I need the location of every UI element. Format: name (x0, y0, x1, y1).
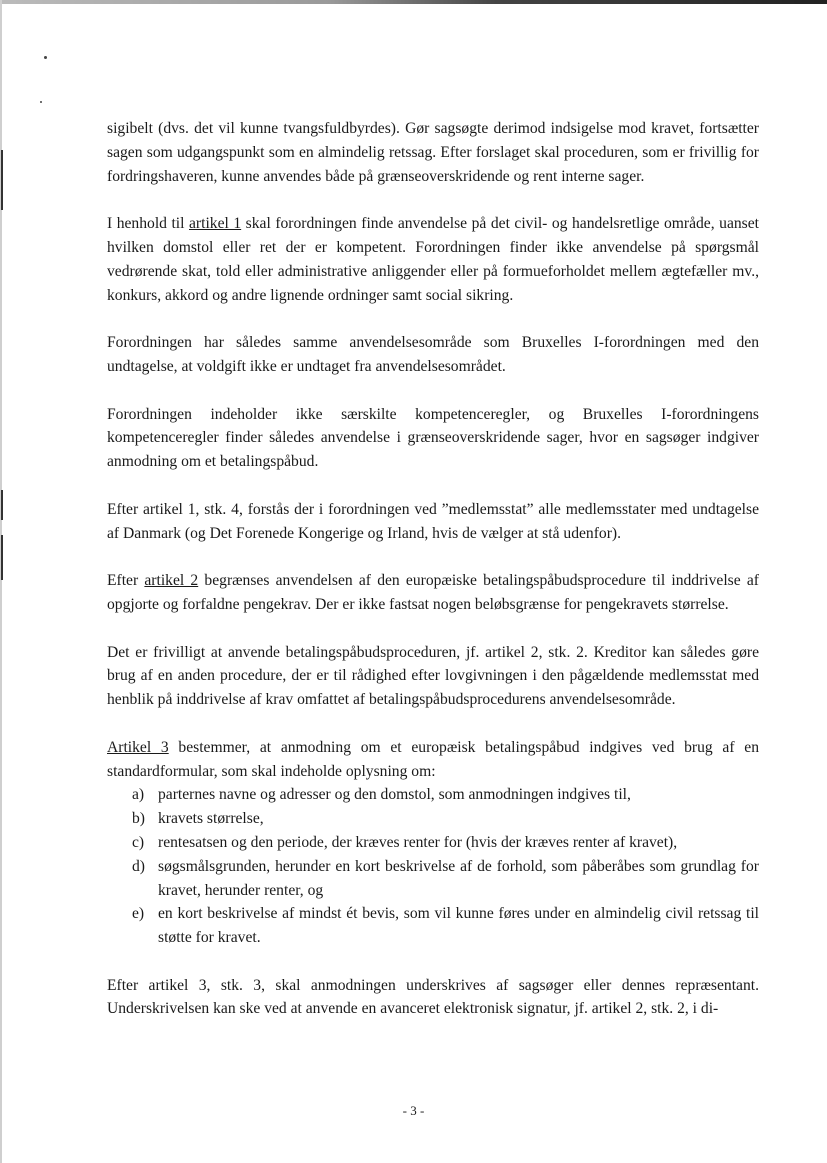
scan-margin-mark (1, 490, 3, 520)
paragraph-text: I henhold til (107, 215, 189, 233)
scan-margin-mark (1, 150, 3, 210)
list-marker: a) (132, 786, 145, 804)
page-body (107, 117, 759, 1021)
list-marker: e) (132, 905, 145, 923)
paragraph (107, 117, 759, 188)
list-marker: b) (132, 810, 145, 828)
paragraph-list (107, 117, 759, 783)
paragraph (107, 331, 759, 379)
paragraph-text: sigibelt (dvs. det vil kunne tvangsfuldbyrdes). Gør sagsøgte derimod indsigelse mod kravet, fortsætter sagen som udgangspunkt som en almindelig retssag. Efter forslaget skal proceduren, som er frivillig for fordringshaveren, kunne anvendes både på grænseoverskridende og rent interne sager. (107, 120, 759, 185)
paragraph-text: begrænses anvendelsen af den europæiske betalingspåbudsprocedure til inddrivelse af opgjorte og forfaldne pengekrav. Der er ikke fastsat nogen beløbsgrænse for pengekravets størrelse. (107, 572, 759, 613)
final-paragraph: Efter artikel 3, stk. 3, skal anmodningen underskrives af sagsøger eller dennes repræsentant. Underskrivelsen kan ske ved at anvende en avanceret elektronisk signatur, jf. artikel 2, stk. 2, i di- (107, 976, 759, 1018)
paragraph (107, 641, 759, 712)
paragraph (107, 403, 759, 474)
paragraph (107, 498, 759, 546)
list-item (107, 783, 759, 807)
paragraph-text: Forordningen har således samme anvendelsesområde som Bruxelles I-forordningen med den undtagelse, at voldgift ikke er undtaget fra anvendelsesområdet. (107, 334, 759, 375)
list-item-text: rentesatsen og den periode, der kræves renter for (hvis der kræves renter af kravet), (158, 833, 678, 851)
list-item-text: kravets størrelse, (158, 810, 264, 828)
paragraph-text: skal forordningen finde anvendelse på det civil- og handelsretlige område, uanset hvilken domstol eller ret der er kompetent. Forordningen finder ikke anvendelse på spørgsmål vedrørende skat, told eller administrative anliggender eller på formueforholdet mellem ægtefæller mv., konkurs, akkord og andre lignende ordninger samt social sikring. (107, 215, 759, 304)
list-item (107, 855, 759, 903)
paragraph (107, 736, 759, 784)
list-item (107, 807, 759, 831)
paragraph-text: Forordningen indeholder ikke særskilte kompetenceregler, og Bruxelles I-forordningens kompetenceregler finder således anvendelse i grænseoverskridende sager, hvor en sagsøger indgiver anmodning om et betalingspåbud. (107, 405, 759, 471)
list-item-text: søgsmålsgrunden, herunder en kort beskrivelse af de forhold, som påberåbes som grundlag for kravet, herunder renter, og (158, 857, 759, 899)
paragraph-text: bestemmer, at anmodning om et europæisk betalingspåbud indgives ved brug af en standardformular, som skal indeholde oplysning om: (107, 738, 759, 780)
list-marker: d) (132, 857, 145, 875)
article-reference: artikel 2 (144, 572, 199, 590)
article-reference: Artikel 3 (107, 738, 169, 756)
scan-speck (44, 56, 47, 59)
page-number: - 3 - (402, 1103, 425, 1118)
list-item-text: parternes navne og adresser og den domstol, som anmodningen indgives til, (158, 786, 631, 804)
list-item (107, 902, 759, 950)
requirements-list-wrap (107, 783, 759, 950)
list-item (107, 831, 759, 855)
paragraph (107, 212, 759, 307)
paragraph (107, 569, 759, 617)
scan-margin-mark (1, 535, 3, 580)
requirements-list (107, 783, 759, 950)
paragraph-text: Det er frivilligt at anvende betalingspåbudsproceduren, jf. artikel 2, stk. 2. Kreditor kan således gøre brug af en anden procedure, der er til rådighed efter lovgivningen i den pågældende medlemsstat med henblik på inddrivelse af krav omfattet af betalingspåbudsprocedurens anvendelsesområde. (107, 643, 759, 709)
scan-speck (40, 101, 42, 103)
list-marker: c) (132, 833, 145, 851)
list-item-text: en kort beskrivelse af mindst ét bevis, som vil kunne føres under en almindelig civil retssag til støtte for kravet. (158, 905, 759, 947)
article-reference: artikel 1 (189, 215, 242, 233)
scan-top-border (0, 0, 827, 4)
paragraph-text: Efter artikel 1, stk. 4, forstås der i forordningen ved ”medlemsstat” alle medlemsstater med undtagelse af Danmark (og Det Forenede Kongerige og Irland, hvis de vælger at stå udenfor). (107, 500, 759, 542)
paragraph-text: Efter (107, 572, 145, 590)
